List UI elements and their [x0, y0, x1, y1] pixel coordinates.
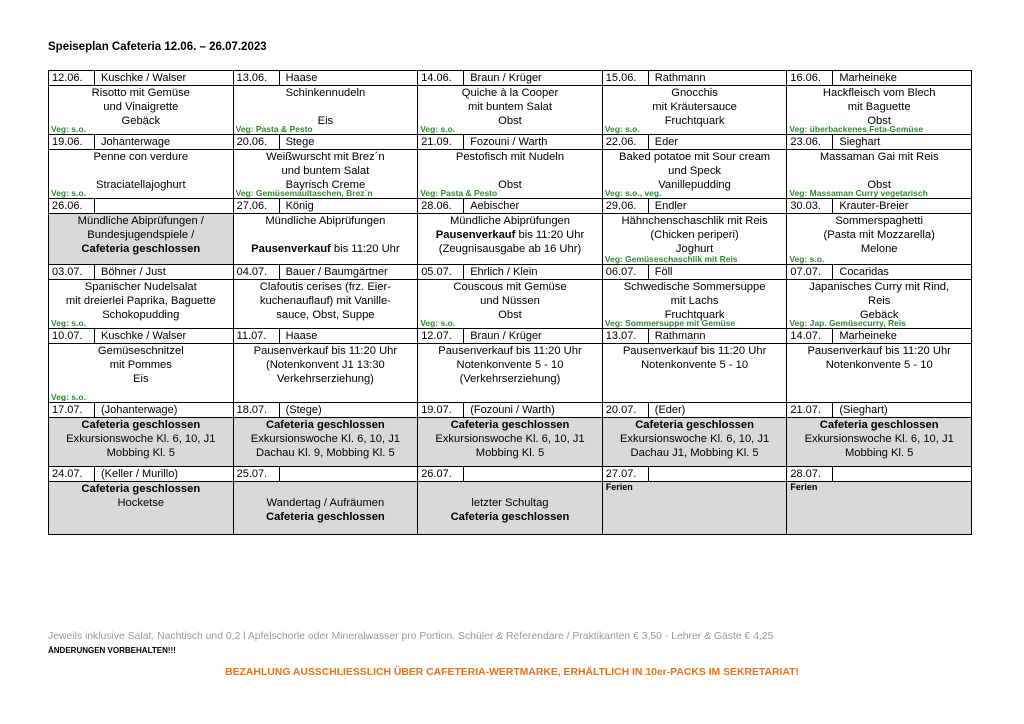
menu-line: Cafeteria geschlossen	[81, 419, 201, 431]
day-header	[787, 467, 972, 482]
menu-line: Pausenverkauf bis 11:20 Uhr	[622, 345, 767, 357]
menu-line: (Verkehrserziehung)	[459, 373, 561, 386]
veg-option: Veg: s.o.	[789, 254, 825, 264]
day-date: 16.06.	[787, 71, 833, 85]
menu-line: mit dreierlei Paprika, Baguette	[65, 295, 216, 308]
day-staff: (Fozouni / Warth)	[470, 404, 555, 416]
day-menu-cell	[233, 214, 418, 265]
menu-line: Pestofisch mit Nudeln	[455, 151, 565, 163]
menu-line: Melone	[860, 243, 898, 256]
menu-line: Exkursionswoche Kl. 6, 10, J1	[66, 433, 216, 446]
day-menu-cell	[602, 418, 787, 467]
menu-line: Pausenverkauf bis 11:20 Uhr	[438, 345, 582, 357]
veg-option: Veg: Jap. Gemüsecurry, Reis	[789, 318, 906, 328]
day-header	[602, 199, 787, 214]
menu-line: Dachau J1, Mobbing Kl. 5	[630, 447, 759, 460]
day-menu-cell	[49, 86, 234, 135]
day-header	[418, 199, 603, 214]
veg-option: Veg: Gemüseschaschlik mit Reis	[604, 254, 738, 264]
veg-option: Veg: s.o.	[420, 124, 456, 134]
day-staff	[649, 468, 655, 480]
day-menu-cell	[602, 214, 787, 265]
menu-line: Obst	[498, 115, 522, 128]
day-date: 13.06.	[234, 71, 280, 85]
day-header	[418, 403, 603, 418]
menu-line: und Speck	[668, 165, 722, 178]
day-staff: Böhner / Just	[101, 266, 166, 278]
day-header	[602, 329, 787, 344]
week-header-row	[49, 329, 972, 344]
day-header	[233, 329, 418, 344]
day-date: 07.07.	[787, 265, 833, 279]
veg-option: Veg: s.o.	[51, 392, 86, 402]
day-header	[418, 71, 603, 86]
day-header	[49, 467, 234, 482]
menu-line: Obst	[498, 179, 522, 192]
menu-line: Exkursionswoche Kl. 6, 10, J1	[804, 433, 954, 446]
veg-option: Veg: s.o.	[51, 124, 86, 134]
menu-line: (Chicken periperi)	[650, 229, 739, 242]
day-date: 30.03.	[787, 199, 833, 213]
veg-option: Veg: s.o.	[51, 188, 86, 198]
day-staff: Rathmann	[654, 330, 706, 342]
day-menu-cell	[49, 418, 234, 467]
day-menu-cell	[787, 482, 972, 535]
day-date: 12.07.	[418, 329, 464, 343]
menu-line: Cafeteria geschlossen	[81, 483, 201, 495]
day-staff: Braun / Krüger	[470, 330, 542, 342]
day-menu-cell	[233, 150, 418, 199]
menu-line: Notenkonvente 5 - 10	[456, 359, 564, 372]
menu-line: und buntem Salat	[281, 165, 370, 178]
menu-line: Weißwurscht mit Brez´n	[266, 151, 385, 163]
menu-line: Mündliche Abiprüfungen	[449, 215, 570, 227]
day-header	[49, 71, 234, 86]
menu-line: Eis	[317, 115, 334, 128]
day-menu-cell	[233, 418, 418, 467]
menu-line: Baked potatoe mit Sour cream	[619, 151, 771, 163]
day-header	[233, 135, 418, 150]
day-header	[49, 329, 234, 344]
week-menu-row	[49, 344, 972, 403]
day-staff: Fozouni / Warth	[470, 136, 548, 148]
day-date: 23.06.	[787, 135, 833, 149]
day-header	[418, 329, 603, 344]
day-date: 14.06.	[418, 71, 464, 85]
menu-line: mit Kräutersauce	[652, 101, 737, 114]
day-date: 25.07.	[234, 467, 280, 481]
menu-line: Schokopudding	[102, 309, 180, 322]
day-header	[49, 199, 234, 214]
week-menu-row	[49, 482, 972, 535]
menu-line: Wandertag / Aufräumen	[266, 497, 385, 510]
menu-line	[787, 164, 971, 178]
menu-line: Mobbing Kl. 5	[475, 447, 545, 460]
day-date: 04.07.	[234, 265, 280, 279]
day-header	[418, 135, 603, 150]
day-menu-cell	[418, 150, 603, 199]
day-staff: Haase	[285, 72, 318, 84]
menu-line-rest: bis 11:20 Uhr	[330, 243, 400, 256]
day-menu-cell	[418, 344, 603, 403]
day-menu-cell	[602, 150, 787, 199]
day-date: 28.07.	[787, 467, 833, 481]
veg-option: Veg: s.o.	[604, 124, 640, 134]
menu-line: Notenkonvente 5 - 10	[641, 359, 749, 372]
menu-line: Cafeteria geschlossen	[266, 419, 385, 431]
day-header	[602, 467, 787, 482]
day-date: 19.07.	[418, 403, 464, 417]
menu-line: Obst	[498, 309, 522, 322]
menu-line: Fruchtquark	[664, 309, 725, 322]
day-date: 20.06.	[234, 135, 280, 149]
day-header	[602, 71, 787, 86]
day-header	[787, 265, 972, 280]
price-note: Jeweils inklusive Salat, Nachtisch und 0,2 l Apfelschorle oder Mineralwasser pro Portion. Schüler & Referendare / Praktikanten € 3,50 - Lehrer & Gäste € 4,25	[48, 631, 774, 642]
menu-line: Risotto mit Gemüse	[91, 87, 190, 99]
menu-line: Schinkennudeln	[285, 87, 366, 99]
menu-line: Clafoutis cerises (frz. Eier-	[259, 281, 391, 293]
week-header-row	[49, 403, 972, 418]
menu-line: Obst	[867, 179, 891, 192]
week-header-row	[49, 199, 972, 214]
menu-line: Obst	[867, 115, 891, 128]
menu-line: Cafeteria geschlossen	[266, 511, 385, 524]
menu-line: Bundesjugendspiele /	[87, 229, 195, 242]
day-date: 05.07.	[418, 265, 464, 279]
menu-line	[234, 100, 418, 114]
menu-line: Exkursionswoche Kl. 6, 10, J1	[619, 433, 770, 446]
day-menu-cell	[49, 280, 234, 329]
menu-line	[49, 164, 233, 178]
day-header	[49, 135, 234, 150]
day-menu-cell	[49, 344, 234, 403]
day-menu-cell	[233, 344, 418, 403]
menu-line: Hackfleisch vom Blech	[822, 87, 936, 99]
day-date: 15.06.	[603, 71, 649, 85]
menu-line-rest: bis 11:20 Uhr	[515, 229, 585, 242]
day-menu-cell	[787, 214, 972, 265]
menu-line: Mündliche Abiprüfungen /	[77, 215, 204, 227]
menu-line: Eis	[133, 373, 149, 386]
day-staff: Föll	[654, 266, 673, 278]
week-menu-row	[49, 150, 972, 199]
menu-line: Japanisches Curry mit Rind,	[809, 281, 950, 293]
day-menu-cell	[787, 150, 972, 199]
day-date: 11.07.	[234, 329, 280, 343]
veg-option: Veg: s.o.	[51, 318, 86, 328]
day-menu-cell	[418, 86, 603, 135]
day-date: 19.06.	[49, 135, 95, 149]
menu-line: Pausenverkauf bis 11:20 Uhr	[253, 345, 398, 357]
menu-line: Dachau Kl. 9, Mobbing Kl. 5	[256, 447, 395, 460]
day-header	[787, 403, 972, 418]
week-header-row	[49, 135, 972, 150]
menu-line: Gebäck	[859, 309, 899, 322]
veg-option: Veg: s.o., veg.	[604, 188, 662, 198]
menu-table	[48, 70, 972, 535]
week-menu-row	[49, 280, 972, 329]
day-date: 27.06.	[234, 199, 280, 213]
day-menu-cell	[418, 214, 603, 265]
menu-line: Reis	[867, 295, 891, 308]
menu-line: Schwedische Sommersuppe	[623, 281, 766, 293]
day-header	[418, 467, 603, 482]
day-date: 26.07.	[418, 467, 464, 481]
day-date: 06.07.	[603, 265, 649, 279]
menu-line: Cafeteria geschlossen	[450, 511, 570, 524]
menu-line: sauce, Obst, Suppe	[276, 309, 375, 322]
day-staff: Eder	[654, 136, 679, 148]
menu-line: Mobbing Kl. 5	[844, 447, 914, 460]
menu-line: Cafeteria geschlossen	[81, 243, 201, 256]
day-menu-cell	[418, 482, 603, 535]
day-staff: Johanterwage	[101, 136, 171, 148]
menu-line: Joghurt	[675, 243, 714, 256]
day-staff: (Keller / Murillo)	[101, 468, 179, 480]
day-menu-cell	[602, 86, 787, 135]
day-staff: Stege	[285, 136, 315, 148]
menu-line: (Zeugnisausgabe ab 16 Uhr)	[438, 243, 582, 256]
day-staff: Marheineke	[839, 72, 897, 84]
day-staff: Haase	[285, 330, 318, 342]
day-staff	[833, 468, 839, 480]
day-header	[602, 135, 787, 150]
day-menu-cell	[49, 214, 234, 265]
menu-line: Cafeteria geschlossen	[819, 419, 939, 431]
day-header	[602, 403, 787, 418]
menu-line: Couscous mit Gemüse	[453, 281, 567, 293]
day-menu-cell	[787, 344, 972, 403]
day-date: 22.06.	[603, 135, 649, 149]
day-staff: König	[285, 200, 314, 212]
menu-line: Exkursionswoche Kl. 6, 10, J1	[250, 433, 401, 446]
holiday-label: Ferien	[605, 482, 633, 492]
veg-option: Veg: Sommersuppe mit Gemüse	[604, 318, 736, 328]
day-menu-cell	[418, 418, 603, 467]
changes-note: ÄNDERUNGEN VORBEHALTEN!!!	[48, 646, 176, 655]
day-menu-cell	[233, 482, 418, 535]
week-header-row	[49, 467, 972, 482]
day-date: 13.07.	[603, 329, 649, 343]
menu-line	[418, 482, 602, 496]
menu-line: Verkehrserziehung)	[276, 373, 374, 386]
menu-line: Mobbing Kl. 5	[106, 447, 175, 460]
day-staff: (Stege)	[285, 404, 322, 416]
day-date: 12.06.	[49, 71, 95, 85]
day-menu-cell	[49, 482, 234, 535]
day-staff	[95, 200, 101, 212]
day-header	[233, 199, 418, 214]
day-date: 26.06.	[49, 199, 95, 213]
menu-line: Penne con verdure	[93, 151, 189, 163]
menu-line: Sommerspaghetti	[835, 215, 924, 227]
menu-line: kuchenauflauf) mit Vanille-	[259, 295, 391, 308]
day-date: 29.06.	[603, 199, 649, 213]
day-staff	[464, 468, 470, 480]
menu-line-emphasis: Pausenverkauf	[251, 243, 331, 256]
day-date: 24.07.	[49, 467, 95, 481]
veg-option: Veg: überbackenes Feta-Gemüse	[789, 124, 924, 134]
day-header	[233, 71, 418, 86]
day-header	[787, 329, 972, 344]
menu-line: und Vinaigrette	[103, 101, 179, 114]
payment-note: BEZAHLUNG AUSSCHLIESSLICH ÜBER CAFETERIA-WERTMARKE, ERHÄLTLICH IN 10er-PACKS IM SEKRETARIAT!	[225, 667, 799, 678]
menu-line: Mündliche Abiprüfungen	[265, 215, 386, 227]
menu-line: mit Pommes	[109, 359, 172, 372]
menu-line	[234, 228, 418, 242]
menu-line: Cafeteria geschlossen	[635, 419, 754, 431]
menu-line: Notenkonvente 5 - 10	[825, 359, 933, 372]
day-menu-cell	[418, 280, 603, 329]
menu-line	[418, 164, 602, 178]
day-staff: Aebischer	[470, 200, 520, 212]
day-staff: (Eder)	[654, 404, 686, 416]
week-header-row	[49, 265, 972, 280]
menu-line: (Pasta mit Mozzarella)	[823, 229, 935, 242]
menu-line: und Nüssen	[480, 295, 540, 308]
day-date: 28.06.	[418, 199, 464, 213]
day-header	[233, 265, 418, 280]
day-date: 17.07.	[49, 403, 95, 417]
holiday-label: Ferien	[790, 482, 818, 492]
veg-option: Veg: Pasta & Pesto	[235, 124, 313, 134]
day-header	[418, 265, 603, 280]
day-header	[787, 71, 972, 86]
day-menu-cell	[602, 280, 787, 329]
menu-line: Straciatellajoghurt	[96, 179, 186, 192]
menu-line: Hähnchenschaschlik mit Reis	[621, 215, 768, 227]
menu-line: (Notenkonvent J1 13:30	[265, 359, 385, 372]
day-staff: Marheineke	[839, 330, 897, 342]
menu-line: Exkursionswoche Kl. 6, 10, J1	[435, 433, 585, 446]
menu-line: Fruchtquark	[664, 115, 725, 128]
day-header	[233, 467, 418, 482]
menu-line: Gemüseschnitzel	[97, 345, 184, 357]
day-header	[602, 265, 787, 280]
day-date: 21.07.	[787, 403, 833, 417]
day-date: 27.07.	[603, 467, 649, 481]
day-staff: Braun / Krüger	[470, 72, 542, 84]
day-header	[787, 135, 972, 150]
day-staff: Kuschke / Walser	[101, 330, 187, 342]
day-staff: (Johanterwage)	[101, 404, 178, 416]
day-header	[787, 199, 972, 214]
day-menu-cell	[49, 150, 234, 199]
day-staff: Bauer / Baumgärtner	[285, 266, 388, 278]
week-header-row	[49, 71, 972, 86]
menu-line: mit buntem Salat	[468, 101, 552, 114]
menu-line: Gebäck	[121, 115, 161, 128]
veg-option: Veg: s.o.	[420, 318, 456, 328]
veg-option: Veg: Gemüsemaultaschen, Brez´n	[235, 188, 373, 198]
day-date: 14.07.	[787, 329, 833, 343]
day-menu-cell	[787, 280, 972, 329]
menu-line: Gnocchis	[671, 87, 718, 99]
menu-line-emphasis: Pausenverkauf	[435, 229, 516, 242]
day-staff	[280, 468, 286, 480]
menu-line: Bayrisch Creme	[285, 179, 366, 192]
day-menu-cell	[787, 86, 972, 135]
day-header	[233, 403, 418, 418]
veg-option: Veg: Pasta & Pesto	[420, 188, 498, 198]
page-title: Speiseplan Cafeteria 12.06. – 26.07.2023	[48, 41, 267, 53]
day-menu-cell	[787, 418, 972, 467]
day-menu-cell	[602, 482, 787, 535]
day-staff: Krauter-Breier	[839, 200, 909, 212]
menu-line: letzter Schultag	[471, 497, 549, 510]
day-date: 21.09.	[418, 135, 464, 149]
day-staff: Kuschke / Walser	[101, 72, 187, 84]
day-date: 03.07.	[49, 265, 95, 279]
day-staff: Ehrlich / Klein	[470, 266, 538, 278]
day-menu-cell	[233, 86, 418, 135]
week-menu-row	[49, 86, 972, 135]
week-menu-row	[49, 418, 972, 467]
day-menu-cell	[602, 344, 787, 403]
day-staff: Endler	[654, 200, 687, 212]
menu-line	[234, 482, 418, 496]
veg-option: Veg: Massaman Curry vegetarisch	[789, 188, 928, 198]
menu-line: Cafeteria geschlossen	[450, 419, 570, 431]
menu-line: Pausenverkauf bis 11:20 Uhr	[807, 345, 951, 357]
day-staff: Rathmann	[654, 72, 706, 84]
day-date: 20.07.	[603, 403, 649, 417]
day-staff: (Sieghart)	[839, 404, 888, 416]
day-date: 18.07.	[234, 403, 280, 417]
menu-line: Spanischer Nudelsalat	[84, 281, 197, 293]
day-staff: Cocaridas	[839, 266, 889, 278]
menu-line: Hocketse	[117, 497, 165, 510]
menu-line: mit Baguette	[847, 101, 911, 114]
menu-line: Vanillepudding	[658, 179, 731, 192]
day-header	[49, 265, 234, 280]
menu-line	[234, 242, 418, 256]
day-header	[49, 403, 234, 418]
menu-line: Quiche à la Cooper	[461, 87, 559, 99]
menu-line: Massaman Gai mit Reis	[819, 151, 939, 163]
menu-line: mit Lachs	[670, 295, 719, 308]
day-menu-cell	[233, 280, 418, 329]
week-menu-row	[49, 214, 972, 265]
day-staff: Sieghart	[839, 136, 881, 148]
menu-line	[418, 228, 602, 242]
day-date: 10.07.	[49, 329, 95, 343]
